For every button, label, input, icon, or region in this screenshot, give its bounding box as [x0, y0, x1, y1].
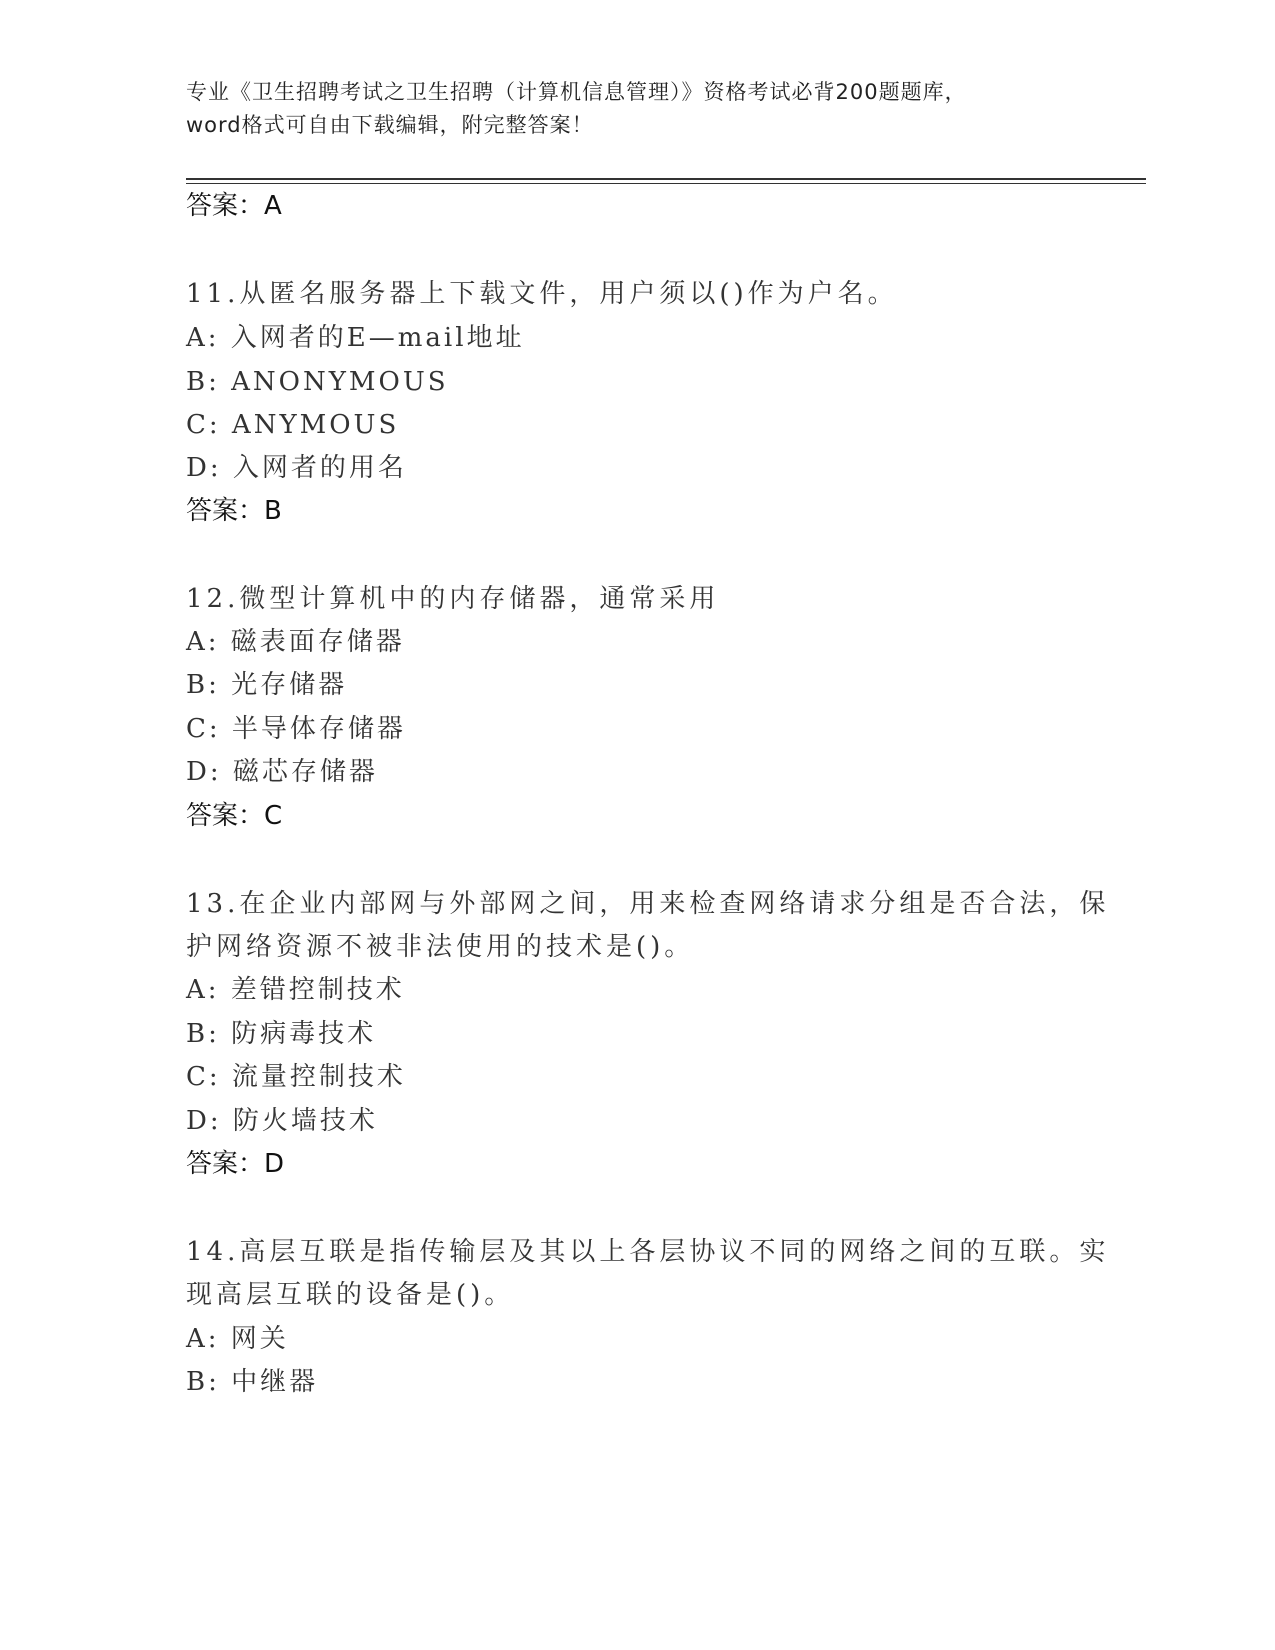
question-12-option-d: D: 磁芯存储器 — [186, 757, 378, 787]
question-11-option-c: C: ANYMOUS — [186, 410, 400, 440]
answer-q13: 答案：D — [186, 1149, 285, 1179]
question-13-option-a: A: 差错控制技术 — [186, 975, 405, 1005]
question-14-option-b: B: 中继器 — [186, 1367, 319, 1397]
question-14-stem-line-1: 14.高层互联是指传输层及其以上各层协议不同的网络之间的互联。实 — [186, 1237, 1110, 1267]
answer-q10: 答案：A — [186, 191, 282, 221]
question-11-option-a: A: 入网者的E—mail地址 — [186, 323, 525, 353]
answer-q12: 答案：C — [186, 801, 283, 831]
header-line-1: 专业《卫生招聘考试之卫生招聘（计算机信息管理）》资格考试必背200题题库， — [186, 80, 967, 104]
answer-q11: 答案：B — [186, 496, 282, 526]
header-divider-thin — [186, 183, 1146, 184]
question-12-stem: 12.微型计算机中的内存储器，通常采用 — [186, 584, 720, 614]
document-header — [186, 76, 1086, 142]
question-13-stem-line-1: 13.在企业内部网与外部网之间，用来检查网络请求分组是否合法，保 — [186, 889, 1110, 919]
question-12-option-a: A: 磁表面存储器 — [186, 627, 405, 657]
question-12-option-b: B: 光存储器 — [186, 670, 348, 700]
question-13-option-d: D: 防火墙技术 — [186, 1106, 378, 1136]
question-11-option-b: B: ANONYMOUS — [186, 367, 449, 397]
header-divider-thick — [186, 178, 1146, 180]
question-13-option-b: B: 防病毒技术 — [186, 1019, 377, 1049]
question-13-option-c: C: 流量控制技术 — [186, 1062, 406, 1092]
question-14-option-a: A: 网关 — [186, 1324, 289, 1354]
question-11-stem: 11.从匿名服务器上下载文件，用户须以()作为户名。 — [186, 279, 898, 309]
header-line-2: word格式可自由下载编辑，附完整答案！ — [186, 113, 594, 137]
question-13-stem-line-2: 护网络资源不被非法使用的技术是()。 — [186, 932, 695, 962]
question-14-stem-line-2: 现高层互联的设备是()。 — [186, 1280, 515, 1310]
question-12-option-c: C: 半导体存储器 — [186, 714, 406, 744]
question-11-option-d: D: 入网者的用名 — [186, 453, 407, 483]
